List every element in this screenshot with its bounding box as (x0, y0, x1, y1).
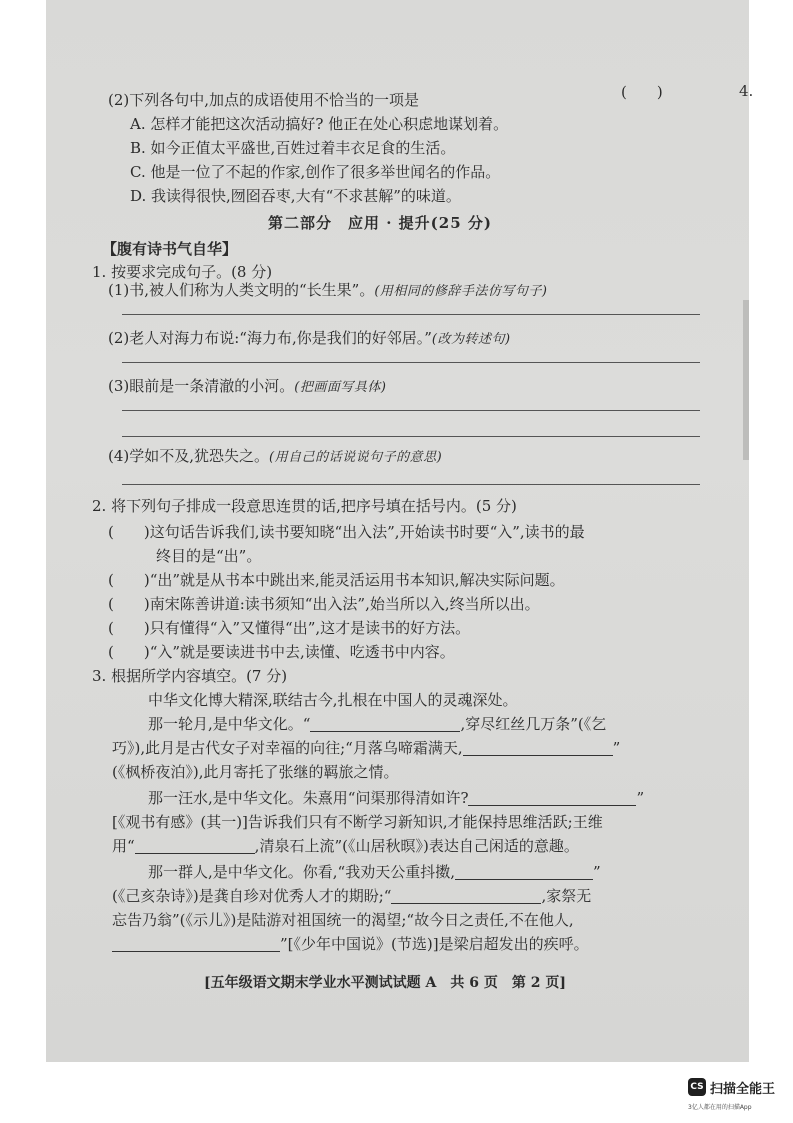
sentence-item-text: (3)眼前是一条清澈的小河。 (108, 377, 295, 395)
fill-text: ” (636, 789, 645, 807)
answer-line[interactable] (122, 314, 700, 315)
option-a: A. 怎样才能把这次活动搞好? 他正在处心积虑地谋划着。 (130, 115, 509, 133)
part2-subtitle: 【腹有诗书气自华】 (102, 240, 238, 258)
sentence-item-3 (108, 376, 386, 398)
fill-blank[interactable] (391, 887, 541, 904)
sentence-item-hint: (用相同的修辞手法仿写句子) (374, 284, 548, 299)
fill-line (148, 714, 606, 734)
sentence-item-2 (108, 328, 511, 350)
order-item-1-cont: 终目的是“出”。 (156, 547, 262, 565)
fill-text: ” (612, 739, 621, 757)
order-item-4[interactable]: ( )只有懂得“入”又懂得“出”,这才是读书的好方法。 (108, 619, 471, 637)
sentence-item-4 (108, 446, 442, 468)
fill-text: ” (592, 863, 601, 881)
fill-blank[interactable] (455, 863, 593, 880)
fill-text: (《己亥杂诗》)是龚自珍对优秀人才的期盼;“ (112, 887, 392, 905)
scanner-watermark (688, 1078, 788, 1114)
answer-bracket[interactable]: ( ) (621, 83, 663, 101)
option-c: C. 他是一位了不起的作家,创作了很多举世闻名的作品。 (130, 163, 501, 181)
option-d: D. 我读得很快,囫囵吞枣,大有“不求甚解”的味道。 (130, 187, 461, 205)
fill-line (112, 836, 579, 856)
sentence-item-text: (4)学如不及,犹恐失之。 (108, 447, 270, 465)
fill-text: 用“ (112, 837, 135, 855)
page-edge-shadow (743, 300, 749, 460)
answer-line[interactable] (122, 410, 700, 411)
option-b: B. 如今正值太平盛世,百姓过着丰衣足食的生活。 (130, 139, 456, 157)
fill-text: 巧》),此月是古代女子对幸福的向往;“月落乌啼霜满天, (112, 739, 463, 757)
fill-blank[interactable] (112, 935, 280, 952)
camscanner-logo-icon: CS (688, 1078, 706, 1096)
fill-blank[interactable] (463, 739, 613, 756)
fill-blank[interactable] (135, 837, 255, 854)
fill-line: 忘告乃翁”(《示儿》)是陆游对祖国统一的渴望;“故今日之责任,不在他人, (112, 911, 574, 929)
fill-text: 那一轮月,是中华文化。“ (148, 715, 311, 733)
order-item-1[interactable]: ( )这句话告诉我们,读书要知晓“出入法”,开始读书时要“入”,读书的最 (108, 523, 585, 541)
answer-line[interactable] (122, 436, 700, 437)
sentence-item-text: (1)书,被人们称为人类文明的“长生果”。 (108, 281, 375, 299)
sentence-item-1 (108, 280, 548, 302)
page-footer: [五年级语文期末学业水平测试试题 A 共 6 页 第 2 页] (204, 975, 566, 991)
page-number: 4. (739, 82, 754, 100)
fill-text: ,家祭无 (541, 887, 592, 905)
fill-text: ,穿尽红丝几万条”(《乞 (460, 715, 607, 733)
fill-question-title: 3. 根据所学内容填空。(7 分) (92, 667, 288, 685)
fill-line: (《枫桥夜泊》),此月寄托了张继的羁旅之情。 (112, 763, 399, 781)
fill-line: [《观书有感》(其一)]告诉我们只有不断学习新知识,才能保持思维活跃;王维 (112, 813, 603, 831)
fill-text: 那一汪水,是中华文化。朱熹用“问渠那得清如许? (148, 789, 469, 807)
sentence-item-hint: (用自己的话说说句子的意思) (269, 450, 443, 465)
sentence-question-title: 1. 按要求完成句子。(8 分) (92, 263, 273, 281)
answer-line[interactable] (122, 484, 700, 485)
fill-text: ,清泉石上流”(《山居秋暝》)表达自己闲适的意趣。 (254, 837, 579, 855)
fill-text: ”[《少年中国说》(节选)]是梁启超发出的疾呼。 (280, 935, 589, 953)
order-item-5[interactable]: ( )“入”就是要读进书中去,读懂、吃透书中内容。 (108, 643, 455, 661)
order-item-2[interactable]: ( )“出”就是从书本中跳出来,能灵活运用书本知识,解决实际问题。 (108, 571, 565, 589)
sentence-item-hint: (改为转述句) (431, 332, 511, 347)
answer-line[interactable] (122, 362, 700, 363)
fill-line (112, 738, 620, 758)
fill-intro: 中华文化博大精深,联结古今,扎根在中国人的灵魂深处。 (148, 691, 518, 709)
order-item-3[interactable]: ( )南宋陈善讲道:读书须知“出入法”,始当所以入,终当所以出。 (108, 595, 540, 613)
fill-blank[interactable] (310, 715, 460, 732)
part2-title: 第二部分 应用 · 提升(25 分) (268, 214, 492, 232)
order-question-title: 2. 将下列句子排成一段意思连贯的话,把序号填在括号内。(5 分) (92, 497, 517, 515)
question-2-stem: (2)下列各句中,加点的成语使用不恰当的一项是 (108, 91, 420, 109)
fill-blank[interactable] (468, 789, 636, 806)
sentence-item-hint: (把画面写具体) (294, 380, 387, 395)
fill-line (148, 788, 644, 808)
sentence-item-text: (2)老人对海力布说:“海力布,你是我们的好邻居。” (108, 329, 432, 347)
fill-text: 那一群人,是中华文化。你看,“我劝天公重抖擞, (148, 863, 455, 881)
scanned-page (46, 0, 754, 1062)
fill-line (148, 862, 601, 882)
brand-tagline: 3亿人都在用的扫描App (688, 1104, 752, 1111)
fill-line (112, 934, 589, 954)
brand-name: 扫描全能王 (710, 1082, 776, 1097)
fill-line (112, 886, 591, 906)
